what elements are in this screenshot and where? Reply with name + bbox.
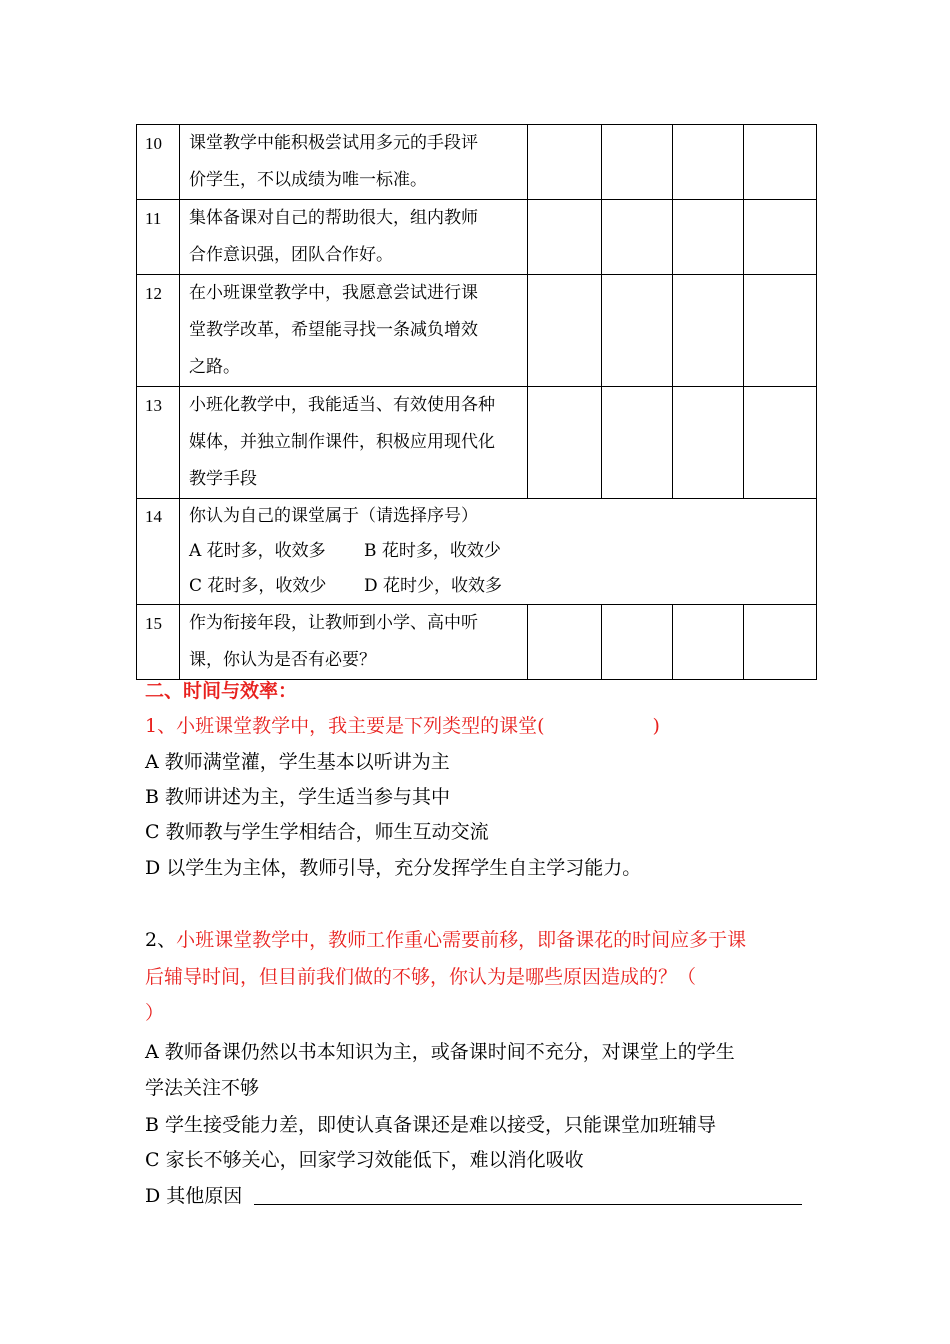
statement-line: 教学手段 — [189, 469, 257, 489]
other-reason-field[interactable] — [254, 1184, 802, 1205]
option-row — [180, 569, 816, 604]
row-statement — [180, 275, 528, 387]
row-number: 11 — [137, 200, 180, 275]
option-c: C 花时多，收效少 — [189, 576, 327, 596]
question-2-line3: ） — [145, 1002, 165, 1024]
row-number: 10 — [137, 125, 180, 200]
statement-line: 作为衔接年段，让教师到小学、高中听 — [189, 613, 478, 633]
table-row — [137, 605, 817, 680]
answer-cell[interactable] — [602, 275, 673, 387]
question-1-text: 1、小班课堂教学中，我主要是下列类型的课堂( — [145, 715, 545, 737]
answer-cell[interactable] — [528, 387, 602, 499]
answer-cell[interactable] — [528, 125, 602, 200]
statement-line: 合作意识强，团队合作好。 — [189, 245, 393, 265]
option-row — [180, 534, 816, 569]
option-d: D 花时少，收效多 — [364, 576, 503, 596]
answer-cell[interactable] — [744, 275, 817, 387]
q1-option-b: B 教师讲述为主，学生适当参与其中 — [145, 786, 451, 808]
statement-line: 堂教学改革，希望能寻找一条减负增效 — [189, 320, 478, 340]
question-1-close: ) — [652, 715, 660, 737]
q1-option-a: A 教师满堂灌，学生基本以听讲为主 — [145, 751, 450, 773]
row-statement — [180, 200, 528, 275]
row-statement — [180, 605, 528, 680]
row-number: 15 — [137, 605, 180, 680]
question-1 — [145, 711, 660, 738]
answer-cell[interactable] — [602, 605, 673, 680]
row-number: 12 — [137, 275, 180, 387]
table-row — [137, 275, 817, 387]
q2-option-a-line1: A 教师备课仍然以书本知识为主，或备课时间不充分，对课堂上的学生 — [145, 1041, 735, 1063]
statement-line: 之路。 — [189, 357, 240, 377]
row-number: 14 — [137, 499, 180, 605]
q1-option-c: C 教师教与学生学相结合，师生互动交流 — [145, 821, 489, 843]
answer-cell[interactable] — [528, 605, 602, 680]
answer-cell[interactable] — [602, 125, 673, 200]
table-row — [137, 387, 817, 499]
statement-line: 集体备课对自己的帮助很大，组内教师 — [189, 208, 478, 228]
answer-cell[interactable] — [744, 605, 817, 680]
survey-table — [136, 124, 817, 680]
answer-cell[interactable] — [602, 200, 673, 275]
q2-option-b: B 学生接受能力差，即使认真备课还是难以接受，只能课堂加班辅导 — [145, 1114, 717, 1136]
answer-cell[interactable] — [528, 275, 602, 387]
question-2-text: 小班课堂教学中，教师工作重心需要前移，即备课花的时间应多于课 — [176, 929, 747, 951]
statement-line: 小班化教学中，我能适当、有效使用各种 — [189, 395, 495, 415]
answer-cell[interactable] — [673, 387, 744, 499]
question-2-prefix: 2、 — [145, 929, 177, 951]
table-row — [137, 200, 817, 275]
q2-option-a-line2: 学法关注不够 — [145, 1077, 260, 1099]
statement-line: 课堂教学中能积极尝试用多元的手段评 — [189, 133, 478, 153]
section-heading: 二、时间与效率： — [145, 680, 298, 702]
statement-line: 在小班课堂教学中，我愿意尝试进行课 — [189, 283, 478, 303]
statement-line: 媒体，并独立制作课件，积极应用现代化 — [189, 432, 495, 452]
question-2-line1 — [145, 925, 746, 952]
row-question — [180, 499, 817, 605]
statement-line: 课，你认为是否有必要？ — [189, 650, 376, 670]
answer-cell[interactable] — [673, 605, 744, 680]
answer-cell[interactable] — [744, 200, 817, 275]
question-2-line2: 后辅导时间，但目前我们做的不够，你认为是哪些原因造成的？（ — [145, 966, 697, 988]
option-a: A 花时多，收效多 — [189, 541, 326, 561]
answer-cell[interactable] — [602, 387, 673, 499]
q2-option-c: C 家长不够关心，回家学习效能低下，难以消化吸收 — [145, 1149, 584, 1171]
q2-option-d — [145, 1181, 802, 1208]
option-b: B 花时多，收效少 — [364, 541, 501, 561]
answer-cell[interactable] — [744, 125, 817, 200]
answer-cell[interactable] — [744, 387, 817, 499]
row-statement — [180, 125, 528, 200]
table-row — [137, 125, 817, 200]
row-statement — [180, 387, 528, 499]
answer-cell[interactable] — [673, 200, 744, 275]
question-title: 你认为自己的课堂属于（请选择序号） — [189, 506, 478, 526]
answer-cell[interactable] — [528, 200, 602, 275]
answer-cell[interactable] — [673, 275, 744, 387]
answer-cell[interactable] — [673, 125, 744, 200]
q1-option-d: D 以学生为主体，教师引导，充分发挥学生自主学习能力。 — [145, 857, 642, 879]
row-number: 13 — [137, 387, 180, 499]
table-row — [137, 499, 817, 605]
statement-line: 价学生，不以成绩为唯一标准。 — [189, 170, 427, 190]
q2-option-d-label: D 其他原因 — [145, 1185, 243, 1207]
